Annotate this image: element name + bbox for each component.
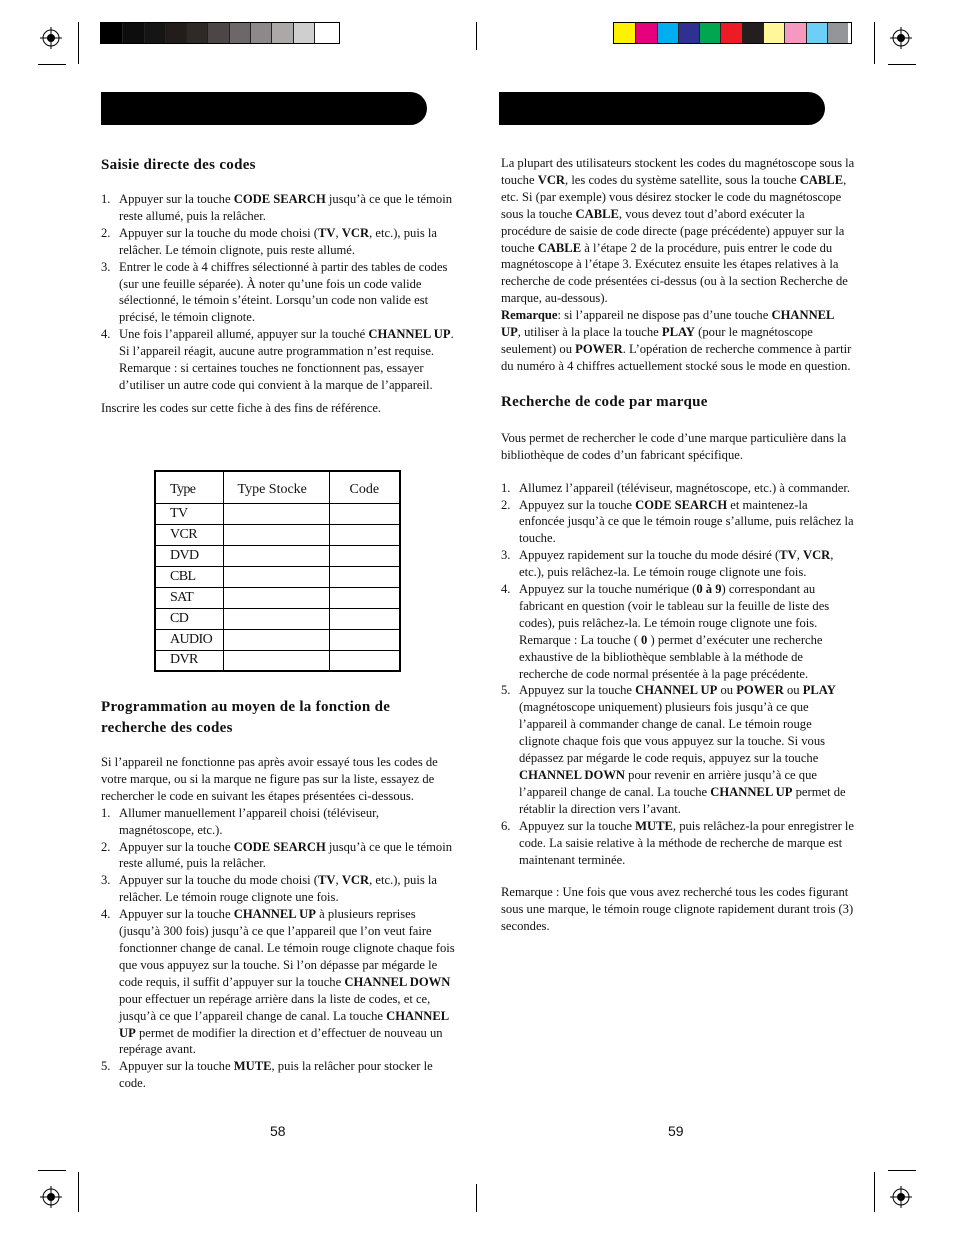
crop-line [78, 22, 79, 64]
step-number: 4. [501, 582, 511, 597]
step-number: 5. [101, 1059, 111, 1074]
color-swatch [742, 23, 763, 43]
step-text: Appuyez sur la touche CODE SEARCH et maintenez-la enfoncée jusqu’à ce que le témoin rouge s’allume, puis relâchez la touche. [519, 497, 854, 546]
storage-intro: La plupart des utilisateurs stockent les codes du magnétoscope sous la touche VCR, les codes du système satellite, sous la touche CABLE, etc. Si (par exemple) vous désirez stocker le code du magnétoscope sous la touche CABLE, vous devez tout d’abord exécuter la procédure de saisie de code directe (page précédente) appuyer sur la touche CABLE à l’étape 2 de la procédure, puis entrer le code du magnétoscope à l’étape 3. Exécutez ensuite les étapes relatives à la recherche de code présentées ci-dessus (ou à la section Recherche de marque, au-dessous). Remarque: si l’appareil ne dispose pas d’une touche CHANNEL UP, utiliser à la place la touche PLAY (pour le magnétoscope seulement) ou POWER. L’opération de recherche commence à partir du numéro à 4 chiffres actuellement stocké sous le mode en question. [501, 156, 855, 373]
step-item [101, 805, 455, 839]
blank-entry-cell [329, 566, 400, 587]
color-calibration-bar [613, 22, 852, 44]
table-header-row [155, 471, 400, 503]
table-row [155, 566, 400, 587]
step-number: 3. [101, 873, 111, 888]
blank-entry-cell [223, 503, 329, 524]
color-swatch [229, 23, 250, 43]
crop-line [888, 1170, 916, 1171]
step-item [101, 326, 455, 394]
color-swatch [806, 23, 827, 43]
code-search-intro: Si l’appareil ne fonctionne pas après avoir essayé tous les codes de votre marque, ou si la marque ne figure pas sur la liste, essayez de rechercher le code en suivant les étapes présentées ci-dessous. [101, 755, 438, 803]
step-text: Appuyez rapidement sur la touche du mode désiré (TV, VCR, etc.), puis relâchez-la. Le témoin rouge clignote une fois. [519, 548, 834, 580]
table-row [155, 545, 400, 566]
step-number: 3. [501, 548, 511, 563]
section-header-bar-right [499, 92, 825, 125]
gray-calibration-bar [100, 22, 340, 44]
step-text: Une fois l’appareil allumé, appuyer sur la touché CHANNEL UP. Si l’appareil réagit, aucune autre programmation n’est requise. Remarque : si certaines touches ne fonctionnent pas, essayer d’utiliser un autre code qui convient à la marque de l’appareil. [119, 327, 454, 392]
step-number: 3. [101, 259, 111, 274]
crop-line [476, 22, 477, 50]
color-swatch [122, 23, 143, 43]
step-text: Appuyez sur la touche numérique (0 à 9) correspondant au fabricant en question (voir le tableau sur la feuille de liste des codes), puis relâchez-la. Le témoin rouge clignote une fois. Remarque : La touche ( 0 ) permet d’exécuter une recherche exhaustive de la bibliothèque semblable à la méthode de recherche de code normal présentée à la page précédente. [519, 582, 830, 681]
table-row [155, 587, 400, 608]
blank-entry-cell [223, 629, 329, 650]
device-type-cell: CD [155, 608, 223, 629]
table-row [155, 503, 400, 524]
blank-entry-cell [223, 566, 329, 587]
code-record-table [154, 470, 401, 672]
crop-line [38, 1170, 66, 1171]
device-type-cell: SAT [155, 587, 223, 608]
blank-entry-cell [223, 650, 329, 671]
step-text: Appuyer sur la touche CODE SEARCH jusqu’à ce que le témoin reste allumé, puis la relâcher. [119, 839, 452, 871]
table-header-cell: Type Stocke [223, 471, 329, 503]
blank-entry-cell [223, 608, 329, 629]
blank-entry-cell [329, 650, 400, 671]
color-swatch [657, 23, 678, 43]
table-header-cell: Type [155, 471, 223, 503]
step-item [101, 906, 455, 1058]
step-text: Appuyez sur la touche MUTE, puis relâchez-la pour enregistrer le code. La saisie relative à la méthode de recherche de marque est maintenant terminée. [519, 818, 855, 867]
device-type-cell: CBL [155, 566, 223, 587]
color-swatch [827, 23, 848, 43]
step-text: Allumez l’appareil (téléviseur, magnétoscope, etc.) à commander. [519, 480, 850, 495]
blank-entry-cell [223, 545, 329, 566]
step-text: Appuyer sur la touche CODE SEARCH jusqu’à ce que le témoin reste allumé, puis la relâcher. [119, 192, 452, 223]
step-item [101, 872, 455, 906]
color-swatch [144, 23, 165, 43]
step-text: Appuyer sur la touche CHANNEL UP à plusieurs reprises (jusqu’à 300 fois) jusqu’à ce que l’appareil que l’on veut faire fonctionner change de canal. Le témoin rouge clignote chaque fois que vous appuyez sur la touche. Si l’on dépasse par mégarde le code requis, il suffit d’appuyer sur la touche CHANNEL DOWN pour effectuer un repérage arrière dans la liste de codes, et ce, jusqu’à ce que l’appareil change de canal. La touche CHANNEL UP permet de modifier la direction et d’effectuer de nouveau un repérage avant. [119, 907, 455, 1057]
step-item [101, 1058, 455, 1092]
brand-search-note: Remarque : Une fois que vous avez recherché tous les codes figurant sous une marque, le témoin rouge clignote rapidement durant trois (3) secondes. [501, 885, 854, 934]
step-text: Appuyer sur la touche du mode choisi (TV, VCR, etc.), puis la relâcher. Le témoin clignote, puis reste allumé. [119, 225, 437, 257]
color-swatch [293, 23, 314, 43]
device-type-cell: DVD [155, 545, 223, 566]
step-number: 1. [101, 805, 111, 820]
step-item [501, 547, 855, 581]
color-swatch [250, 23, 271, 43]
table-header-cell: Code [329, 471, 400, 503]
step-item [101, 839, 455, 873]
blank-entry-cell [329, 545, 400, 566]
color-swatch [784, 23, 805, 43]
device-type-cell: TV [155, 503, 223, 524]
blank-entry-cell [329, 587, 400, 608]
table-row [155, 629, 400, 650]
step-number: 6. [501, 818, 511, 833]
device-type-cell: AUDIO [155, 629, 223, 650]
direct-entry-steps [101, 191, 455, 394]
step-number: 4. [101, 907, 111, 922]
step-item [501, 497, 855, 548]
crop-line [476, 1184, 477, 1212]
step-item [101, 259, 455, 327]
right-column [501, 155, 855, 935]
step-number: 2. [101, 225, 111, 240]
table-row [155, 650, 400, 671]
color-swatch [165, 23, 186, 43]
blank-entry-cell [329, 608, 400, 629]
left-column [101, 155, 455, 417]
color-swatch [314, 23, 335, 43]
color-swatch [614, 23, 635, 43]
crop-line [874, 22, 875, 64]
crop-line [888, 64, 916, 65]
section-title-brand-search: Recherche de code par marque [501, 393, 708, 410]
color-swatch [186, 23, 207, 43]
step-number: 4. [101, 327, 111, 342]
color-swatch [207, 23, 228, 43]
step-item [501, 682, 855, 817]
blank-entry-cell [329, 503, 400, 524]
color-swatch [763, 23, 784, 43]
color-swatch [101, 23, 122, 43]
table-row [155, 524, 400, 545]
page-number-left: 58 [270, 1123, 286, 1139]
step-text: Appuyez sur la touche CHANNEL UP ou POWER ou PLAY (magnétoscope uniquement) plusieurs fois jusqu’à ce que l’appareil à commander change de canal. Le témoin rouge clignote chaque fois que vous appuyez sur la touche. Si vous dépassez par mégarde le code requis, appuyez sur la touche CHANNEL DOWN pour revenir en arrière jusqu’à ce que l’appareil change de canal. La touche CHANNEL UP permet de rétablir la direction vers l’avant. [519, 683, 846, 816]
step-item [501, 581, 855, 682]
step-number: 2. [101, 839, 111, 854]
section-header-bar-left [101, 92, 427, 125]
blank-entry-cell [223, 587, 329, 608]
page-number-right: 59 [668, 1123, 684, 1139]
table-row [155, 608, 400, 629]
step-number: 2. [501, 497, 511, 512]
registration-mark-icon [890, 27, 912, 49]
registration-mark-icon [40, 27, 62, 49]
crop-line [38, 64, 66, 65]
device-type-cell: VCR [155, 524, 223, 545]
step-item [501, 818, 855, 869]
color-swatch [678, 23, 699, 43]
step-number: 1. [501, 480, 511, 495]
color-swatch [720, 23, 741, 43]
step-text: Allumer manuellement l’appareil choisi (téléviseur, magnétoscope, etc.). [119, 805, 380, 837]
registration-mark-icon [890, 1186, 912, 1208]
color-swatch [271, 23, 292, 43]
blank-entry-cell [329, 629, 400, 650]
step-text: Entrer le code à 4 chiffres sélectionné à partir des tables de codes (sur une feuille séparée). À noter qu’une fois un code valide sélectionné, le témoin s’éteint. Lorsqu’un code non valide est précisé, le témoin clignote. [119, 259, 448, 325]
blank-entry-cell [223, 524, 329, 545]
step-text: Appuyer sur la touche du mode choisi (TV, VCR, etc.), puis la relâcher. Le témoin rouge clignote une fois. [119, 873, 437, 905]
step-number: 1. [101, 192, 111, 206]
code-search-steps [101, 805, 455, 1092]
section-title-direct-entry: Saisie directe des codes [101, 157, 256, 173]
step-item [101, 225, 455, 259]
step-number: 5. [501, 683, 511, 698]
color-swatch [699, 23, 720, 43]
brand-search-intro: Vous permet de rechercher le code d’une marque particulière dans la bibliothèque de codes d’un fabricant spécifique. [501, 430, 847, 462]
device-type-cell: DVR [155, 650, 223, 671]
table-note: Inscrire les codes sur cette fiche à des fins de référence. [101, 400, 382, 415]
section-title-code-search: Programmation au moyen de la fonction de recherche des codes [101, 699, 391, 736]
registration-mark-icon [40, 1186, 62, 1208]
step-item [501, 480, 855, 497]
step-text: Appuyer sur la touche MUTE, puis la relâcher pour stocker le code. [119, 1059, 433, 1091]
step-item [101, 191, 455, 225]
color-swatch [635, 23, 656, 43]
brand-search-steps [501, 480, 855, 869]
blank-entry-cell [329, 524, 400, 545]
crop-line [78, 1172, 79, 1212]
left-column-bottom [101, 697, 455, 1092]
crop-line [874, 1172, 875, 1212]
